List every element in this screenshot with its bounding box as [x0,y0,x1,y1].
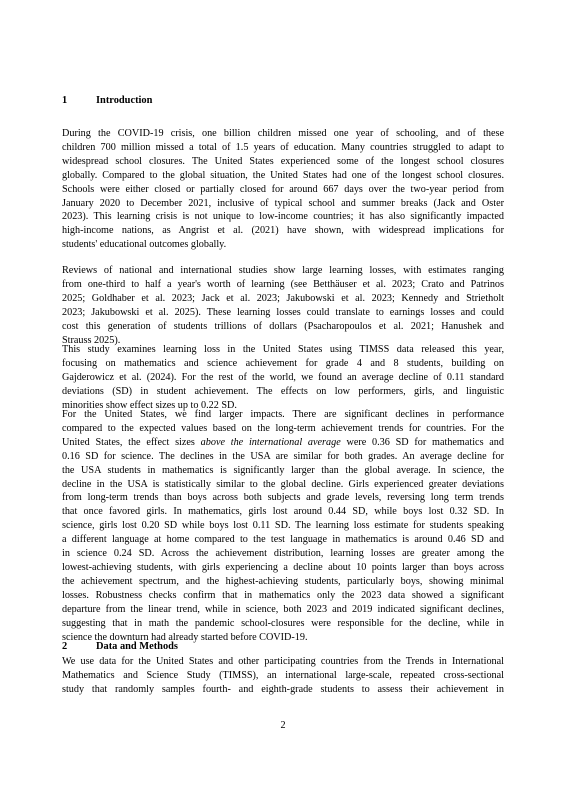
text-line: that once favored girls. In mathematics, girls lost around 0.44 SD, while boys lost 0.32 SD. In [62,506,504,518]
section-number: 1 [62,95,68,106]
text-line: science the downturn had already started before COVID-19. [62,631,308,643]
text-line: students' educational outcomes globally. [62,239,227,251]
text-line: Reviews of national and international studies show large learning losses, with estimates ranging [62,265,504,276]
text-line: 0.16 SD for science. The declines in the USA are similar for both grades. An average decline for [62,450,504,462]
text-line: from one-third to half a year's worth of learning (see Betthäuser et al. 2023; Crato and Patrinos [62,278,504,290]
text-line: from long-term trends than boys across both subjects and grade levels, reversing long term trends [62,492,504,504]
text-line: losses. Robustness checks confirm that in mathematics only the 2023 data showed a significant [62,589,504,601]
text-line: decline in the USA is statistically similar to the global decline. Girls experienced greater deviations [62,478,504,490]
text-line-with-emphasis [62,436,504,450]
page-number: 2 [280,720,286,731]
text-segment: United States, the effect sizes [62,436,195,448]
text-line: science, girls lost 0.20 SD while boys lost 0.11 SD. The learning loss estimate for students speaking [62,520,504,532]
text-line: focusing on mathematics and science achievement for grade 4 and 8 students, building on [62,357,504,369]
text-line: widespread school closures. The United States experienced some of the longest school closures [62,155,504,167]
paragraph-learning-losses-review [62,264,504,347]
text-line: lowest-achieving students, with girls experiencing a decline about 10 points larger than boys across [62,561,504,573]
text-line: Schools were either closed or partially closed for around 667 days over the two-year period from [62,183,504,195]
text-line: Mathematics and Science Study (TIMSS), an international large-scale, repeated cross-sectional [62,669,504,681]
text-line: suggesting that in math the pandemic school-closures were responsible for the decline, while in [62,617,504,629]
text-line: 2023; Jakubowski et al. 2025). These learning losses could translate to earnings losses and could [62,306,504,318]
text-line: compared to the expected values based on the long-term achievement trends for countries. For the [62,422,504,434]
text-line: cost this generation of students trillions of dollars (Psacharopoulos et al. 2021; Hanushek and [62,320,504,332]
text-line: study that randomly samples fourth- and eighth-grade students to assess their achievement in [62,683,504,695]
section-title: Data and Methods [96,641,178,652]
text-line: in science 0.24 SD. Across the achievement distribution, learning losses are greater among the [62,548,504,560]
section-title: Introduction [96,95,153,106]
text-segment: were 0.36 SD for mathematics and [346,436,504,448]
section-heading-data-methods [62,640,178,653]
text-line: During the COVID-19 crisis, one billion children missed one year of schooling, and of these [62,128,504,139]
text-line: departure from the linear trend, while in science, both 2023 and 2019 indicated significant declines, [62,603,504,615]
text-line: We use data for the United States and other participating countries from the Trends in International [62,656,504,667]
section-number: 2 [62,641,68,652]
paragraph-study-overview [62,343,504,413]
text-line: Gajderowicz et al. (2024). For the rest of the world, we found an average decline of 0.11 standard [62,371,504,383]
text-line: children 700 million missed a total of 1.5 years of education. Many countries struggled to adapt to [62,141,504,153]
text-line: January 2020 to December 2021, inclusive of typical school and summer breaks (Jack and Oster [62,197,504,209]
text-line: Strauss 2025). [62,334,121,346]
text-line: 2023). This learning crisis is not unique to low-income countries; it has also significantly impacted [62,211,504,223]
emphasis-text: above the international average [200,436,341,448]
text-line: the achievement spectrum, and the highest-achieving students, particularly boys, showing minimal [62,575,504,587]
text-line: deviations (SD) in student achievement. The effects on low performers, girls, and linguistic [62,385,504,397]
text-line: the USA students in mathematics is significantly larger than the global average. In science, the [62,464,504,476]
text-line: globally. Compared to the global situation, the United States had one of the longest school closures. [62,169,504,181]
section-heading-introduction [62,94,152,107]
paragraph-covid-closures [62,127,504,252]
text-line: high-income nations, as Angrist et al. (2021) have shown, with widespread implications for [62,225,504,237]
paragraph-us-findings [62,408,504,644]
text-line: a different language at home compared to the test language in mathematics is around 0.46 SD and [62,534,504,546]
text-line: This study examines learning loss in the United States using TIMSS data released this year, [62,344,504,355]
text-line: 2025; Goldhaber et al. 2023; Jack et al. 2023; Jakubowski et al. 2023; Kennedy and Strietholt [62,292,504,304]
text-line: minorities show effect sizes up to 0.22 SD. [62,399,237,411]
text-line: For the United States, we find larger impacts. There are significant declines in performance [62,409,504,420]
paragraph-data-description [62,655,504,697]
